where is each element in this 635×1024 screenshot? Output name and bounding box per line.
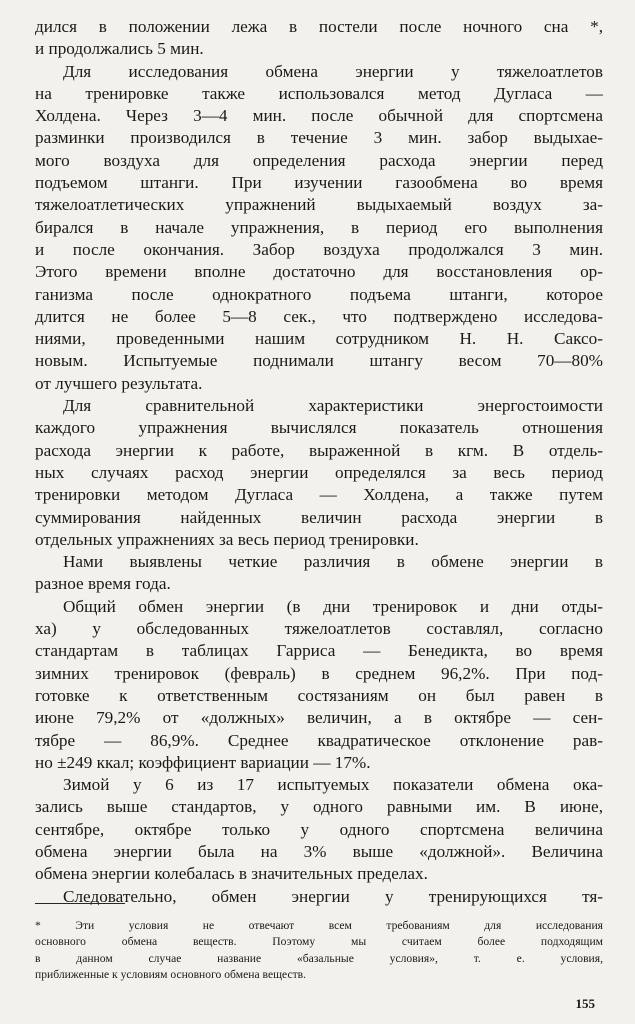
text-line: стандартам в таблицах Гарриса — Бенедикта, во время xyxy=(35,641,603,661)
text-line: Нами выявлены четкие различия в обмене энергии в xyxy=(63,552,603,572)
text-line: на тренировке также использовался метод Дугласа — xyxy=(35,83,603,103)
footnote-line: в данном случае название «базальные условия», т. е. условия, xyxy=(35,951,603,965)
text-line: обмена энергии была на 3% выше «должной». Величина xyxy=(35,841,603,861)
text-line: расхода энергии к работе, выраженной в кгм. В отдель- xyxy=(35,440,603,460)
body-text xyxy=(35,16,603,908)
text-line: Для сравнительной характеристики энергостоимости xyxy=(63,396,603,416)
text-line: тренировки методом Дугласа — Холдена, а также путем xyxy=(35,485,603,505)
text-line: сентябре, октябре только у одного спортсмена величина xyxy=(35,819,603,839)
text-line: июне 79,2% от «должных» величин, а в октябре — сен- xyxy=(35,708,603,728)
text-line: каждого упражнения вычислялся показатель отношения xyxy=(35,418,603,438)
footnote-line: * Эти условия не отвечают всем требованиям для исследования xyxy=(35,919,603,932)
text-line: зались выше стандартов, у одного равными им. В июне, xyxy=(35,797,603,817)
text-line: зимних тренировок (февраль) в среднем 96,2%. При под- xyxy=(35,663,603,683)
footnote-separator xyxy=(35,903,125,904)
text-line: готовке к ответственным состязаниям он был равен в xyxy=(35,685,603,705)
text-line: Для исследования обмена энергии у тяжелоатлетов xyxy=(63,61,603,81)
text-line: и продолжались 5 мин. xyxy=(35,39,204,59)
text-line: подъемом штанги. При изучении газообмена во время xyxy=(35,173,603,193)
text-line: Этого времени вполне достаточно для восстановления ор- xyxy=(35,262,603,282)
text-line: Холдена. Через 3—4 мин. после обычной для спортсмена xyxy=(35,106,603,126)
text-line: дился в положении лежа в постели после ночного сна *, xyxy=(35,17,603,36)
footnote xyxy=(35,918,603,983)
footnote-line: приближенные к условиям основного обмена веществ. xyxy=(35,967,307,981)
text-line: ха) у обследованных тяжелоатлетов составлял, согласно xyxy=(35,619,603,639)
text-line: и после окончания. Забор воздуха продолжался 3 мин. xyxy=(35,239,603,259)
text-line: разминки производился в течение 3 мин. забор выдыхае- xyxy=(35,128,603,148)
text-line: ганизма после однократного подъема штанги, которое xyxy=(35,284,603,304)
text-line: обмена энергии колебалась в значительных пределах. xyxy=(35,864,428,884)
text-line: тяжелоатлетических упражнений выдыхаемый воздух за- xyxy=(35,195,603,215)
text-line: новым. Испытуемые поднимали штангу весом 70—80% xyxy=(35,351,603,371)
text-line: ных случаях расход энергии определялся за весь период xyxy=(35,462,603,482)
text-line: тябре — 86,9%. Среднее квадратическое отклонение рав- xyxy=(35,730,603,750)
text-line: отдельных упражнениях за весь период тренировки. xyxy=(35,529,419,549)
text-line: ниями, проведенными нашим сотрудником Н. Н. Саксо- xyxy=(35,329,603,349)
page-number: 155 xyxy=(575,996,595,1011)
text-line: Зимой у 6 из 17 испытуемых показатели обмена ока- xyxy=(63,775,603,795)
text-line: бирался в начале упражнения, в период его выполнения xyxy=(35,217,603,237)
text-line: но ±249 ккал; коэффициент вариации — 17%. xyxy=(35,752,371,772)
text-line: разное время года. xyxy=(35,574,171,594)
text-line: суммирования найденных величин расхода энергии в xyxy=(35,507,603,527)
text-line: мого воздуха для определения расхода энергии перед xyxy=(35,150,603,170)
footnote-line: основного обмена веществ. Поэтому мы считаем более подходящим xyxy=(35,935,603,949)
text-line: Следовательно, обмен энергии у тренирующихся тя- xyxy=(63,886,603,906)
text-line: Общий обмен энергии (в дни тренировок и дни отды- xyxy=(63,596,603,616)
text-line: длится не более 5—8 сек., что подтверждено исследова- xyxy=(35,306,603,326)
text-line: от лучшего результата. xyxy=(35,373,203,393)
